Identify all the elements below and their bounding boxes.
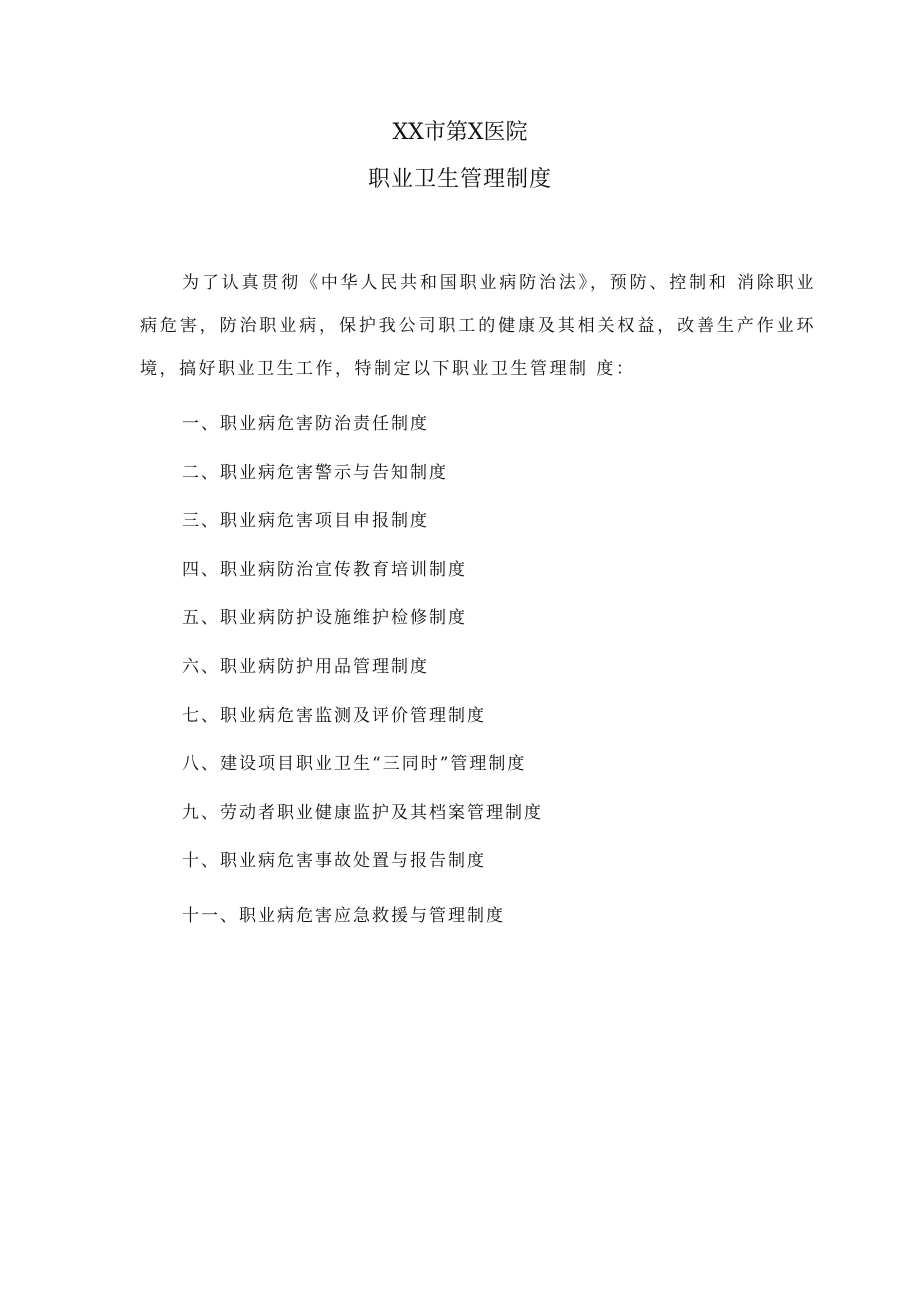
regulation-list bbox=[182, 400, 822, 941]
document-title: XX市第X医院 bbox=[392, 120, 528, 145]
list-item: 七、职业病危害监测及评价管理制度 bbox=[182, 705, 486, 726]
list-item: 一、职业病危害防治责任制度 bbox=[182, 414, 429, 434]
list-item: 九、劳动者职业健康监护及其档案管理制度 bbox=[182, 802, 543, 823]
intro-paragraph: 为了认真贯彻《中华人民共和国职业病防治法》，预防、控制和 消除职业病危害，防治职业病，保护我公司职工的健康及其相关权益，改善生产作业环境，搞好职业卫生工作，特制定以下职业卫生管理制 度： bbox=[140, 273, 816, 379]
list-item: 八、建设项目职业卫生“三同时”管理制度 bbox=[182, 754, 527, 775]
list-item: 四、职业病防治宣传教育培训制度 bbox=[182, 559, 467, 580]
list-item: 五、职业病防护设施维护检修制度 bbox=[182, 608, 467, 629]
list-item: 三、职业病危害项目申报制度 bbox=[182, 511, 429, 532]
list-item: 六、职业病防护用品管理制度 bbox=[182, 656, 429, 677]
list-item: 十一、职业病危害应急救援与管理制度 bbox=[182, 905, 505, 926]
list-item: 二、职业病危害警示与告知制度 bbox=[182, 462, 448, 483]
list-item: 十、职业病危害事故处置与报告制度 bbox=[182, 851, 486, 872]
document-subtitle: 职业卫生管理制度 bbox=[367, 167, 552, 192]
